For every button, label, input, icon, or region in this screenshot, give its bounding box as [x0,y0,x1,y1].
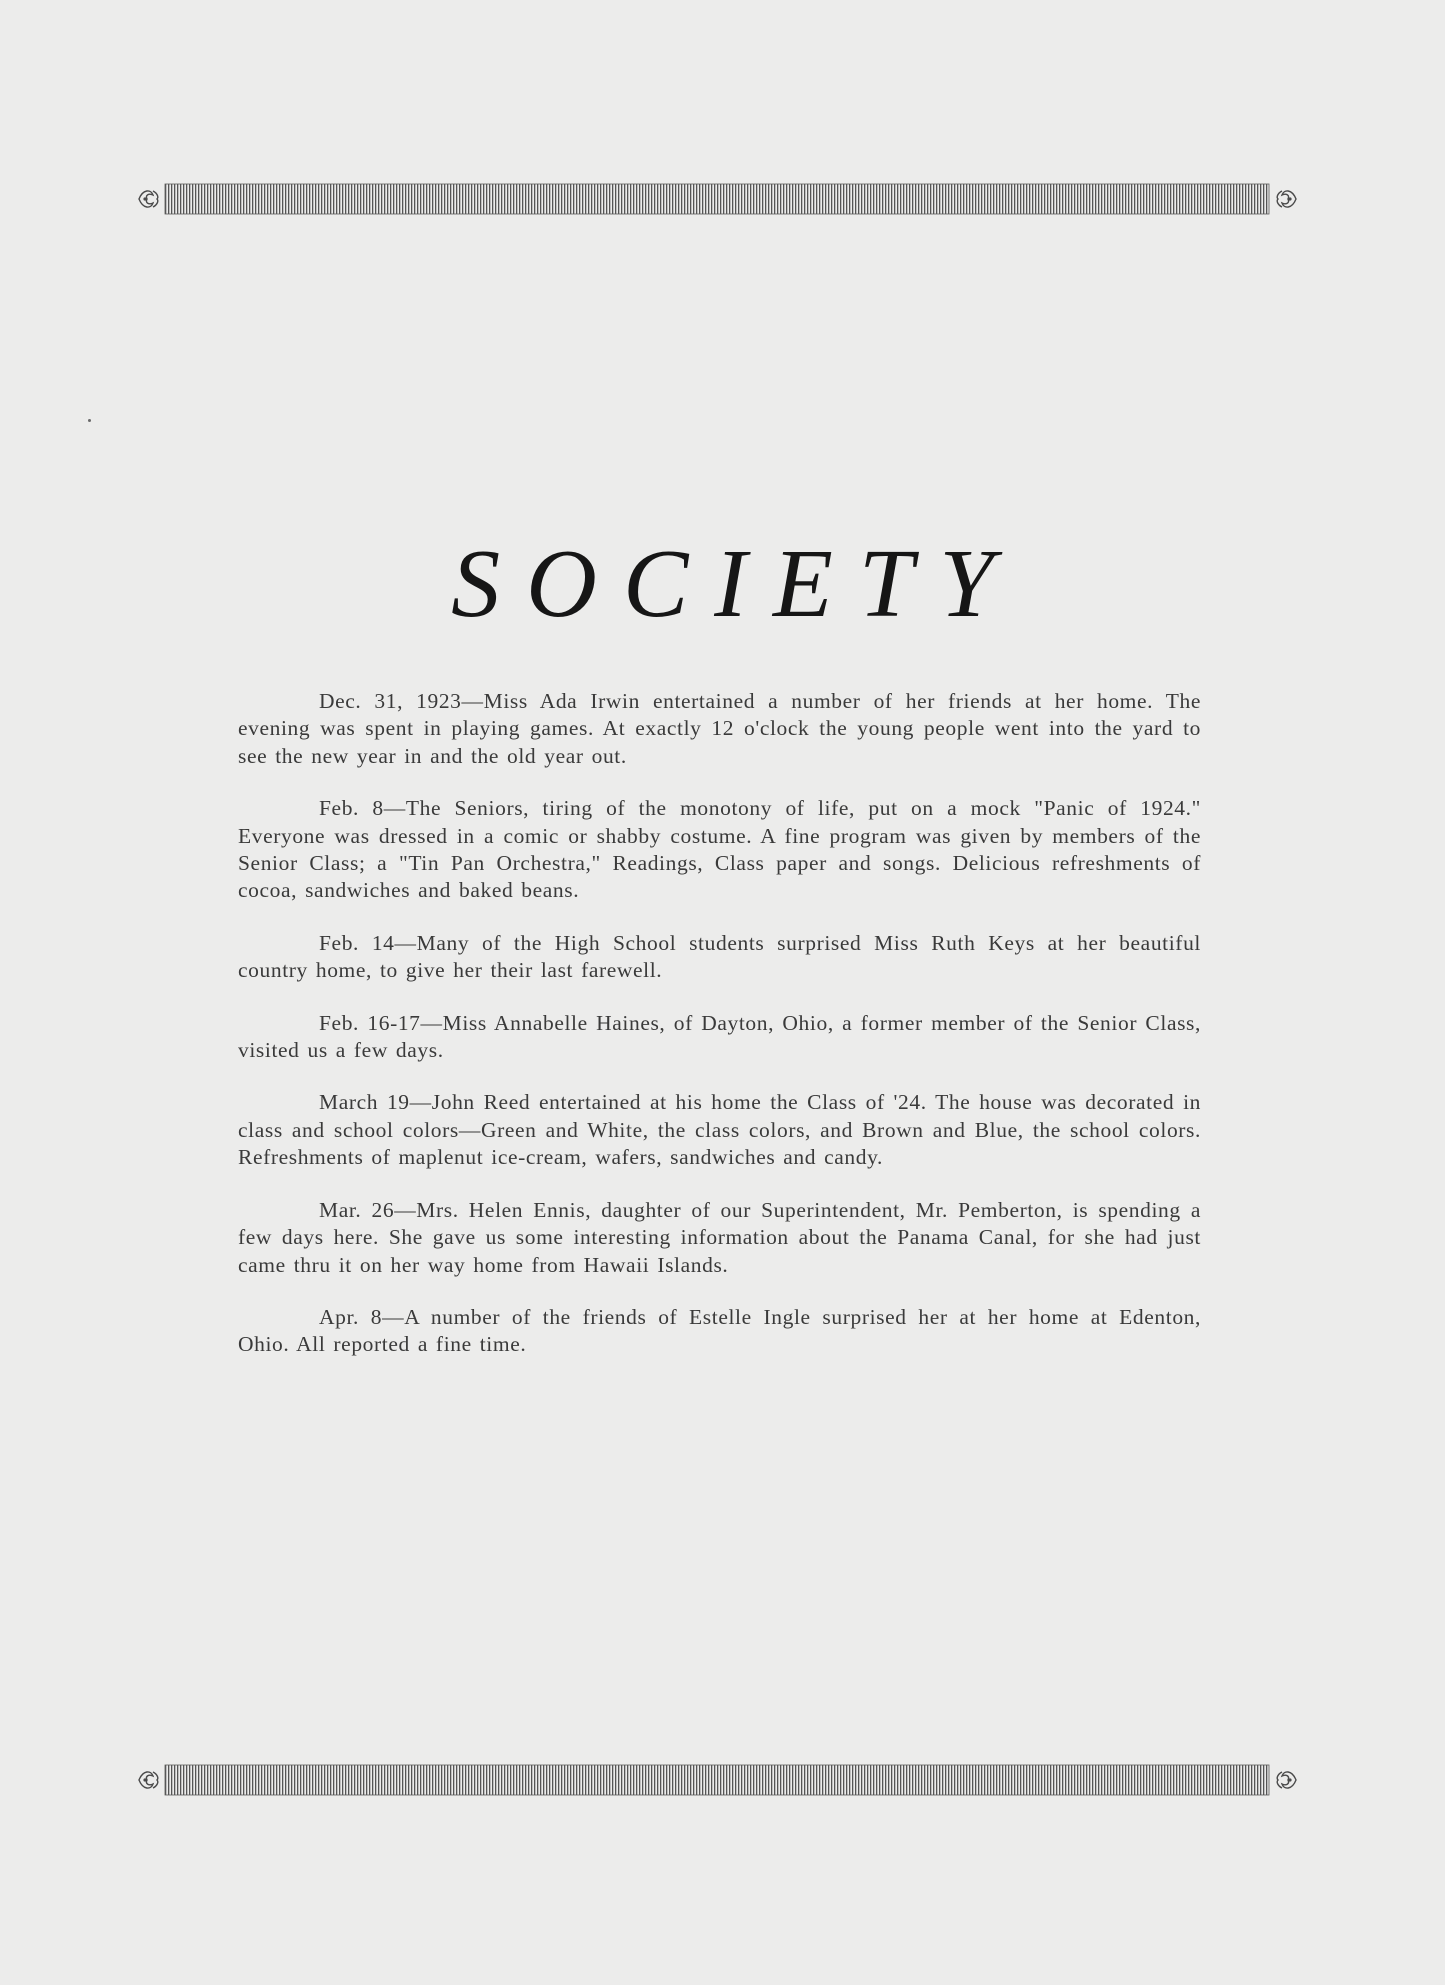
fleuron-icon [1277,1772,1296,1788]
society-entry: Feb. 14—Many of the High School students surprised Miss Ruth Keys at her beautiful country home, to give her their last farewell. [238,930,1201,983]
society-entry: Feb. 8—The Seniors, tiring of the monotony of life, put on a mock "Panic of 1924." Everyone was dressed in a comic or shabby costume. A fine program was given by members of the Senior Class; a "Tin Pan Orchestra," Readings, Class paper and songs. Delicious refreshments of cocoa, sandwiches and baked beans. [238,796,1201,903]
top-ornamental-border [135,183,1300,215]
bottom-border-svg [135,1764,1300,1796]
print-speck [88,419,91,422]
society-entry: Mar. 26—Mrs. Helen Ennis, daughter of our Superintendent, Mr. Pemberton, is spending a few days here. She gave us some interesting information about the Panama Canal, for she had just came thru it on her way home from Hawaii Islands. [238,1197,1201,1277]
bottom-ornamental-border [135,1764,1300,1796]
society-entry: Dec. 31, 1923—Miss Ada Irwin entertained a number of her friends at her home. The evening was spent in playing games. At exactly 12 o'clock the young people went into the yard to see the new year in and the old year out. [238,689,1201,768]
border-rules [165,184,1269,214]
fleuron-icon [139,191,158,207]
page-title: SOCIETY [451,530,1020,638]
fleuron-icon [1277,191,1296,207]
society-entry: Feb. 16-17—Miss Annabelle Haines, of Dayton, Ohio, a former member of the Senior Class, visited us a few days. [238,1010,1201,1063]
top-border-svg [135,183,1300,215]
border-rules [165,1765,1269,1795]
fleuron-icon [139,1772,158,1788]
society-entries [238,688,1201,1384]
society-entry: March 19—John Reed entertained at his home the Class of '24. The house was decorated in class and school colors—Green and White, the class colors, and Brown and Blue, the school colors. Refreshments of maplenut ice-cream, wafers, sandwiches and candy. [238,1090,1201,1170]
society-entry: Apr. 8—A number of the friends of Estelle Ingle surprised her at her home at Edenton, Ohio. All reported a fine time. [238,1304,1201,1357]
